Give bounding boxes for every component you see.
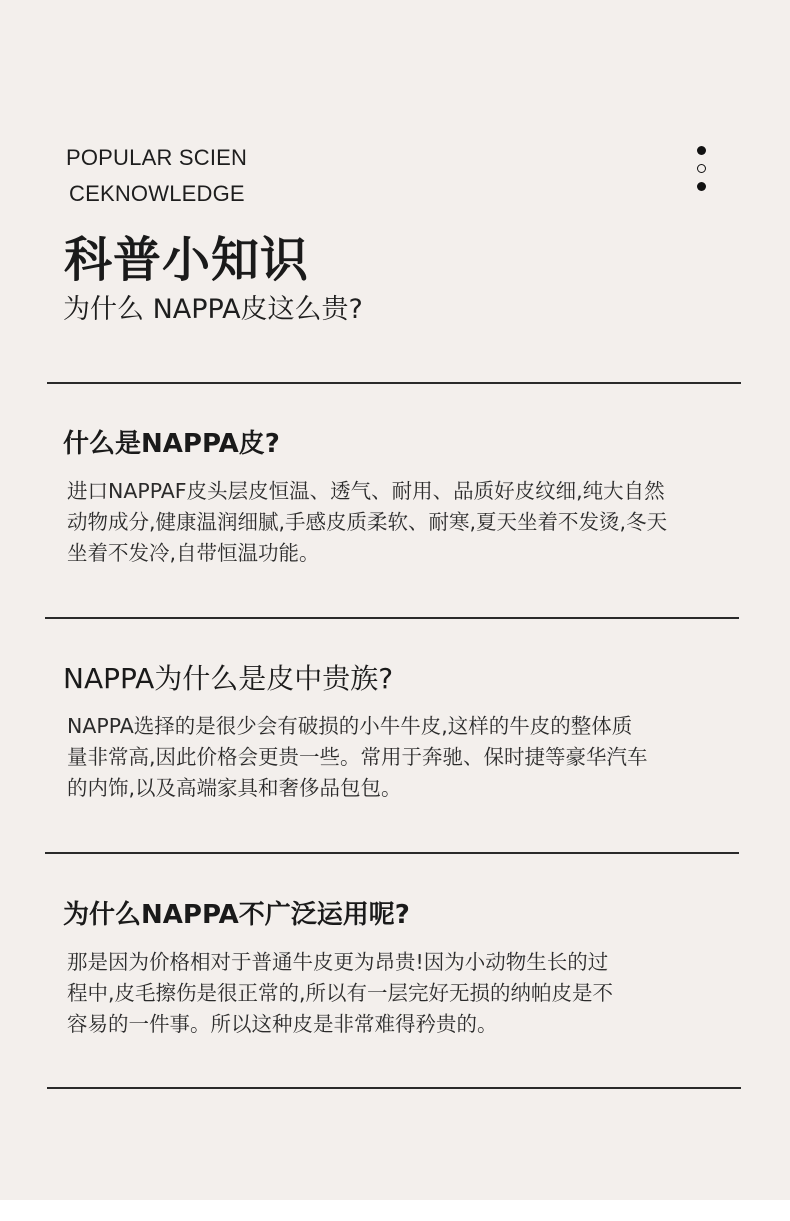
section-3-line-2: 程中,皮毛擦伤是很正常的,所以有一层完好无损的纳帕皮是不 bbox=[67, 981, 614, 1005]
section-1-title: 什么是NAPPA皮? bbox=[63, 429, 280, 459]
section-2-title: NAPPA为什么是皮中贵族? bbox=[63, 662, 394, 695]
section-2-body bbox=[67, 711, 747, 804]
divider bbox=[47, 382, 741, 384]
decorative-dots bbox=[697, 146, 707, 200]
divider bbox=[45, 852, 739, 854]
section-2-line-2: 量非常高,因此价格会更贵一些。常用于奔驰、保时捷等豪华汽车 bbox=[67, 745, 648, 769]
eyebrow-line-2: CEKNOWLEDGE bbox=[69, 181, 245, 206]
dot-hollow-icon bbox=[697, 164, 706, 173]
section-3-body bbox=[67, 947, 747, 1040]
divider bbox=[47, 1087, 741, 1089]
section-2-line-1: NAPPA选择的是很少会有破损的小牛牛皮,这样的牛皮的整体质 bbox=[67, 714, 633, 738]
eyebrow-text bbox=[66, 140, 247, 212]
section-1-line-1: 进口NAPPAF皮头层皮恒温、透气、耐用、品质好皮纹细,纯大自然 bbox=[67, 479, 665, 503]
page-subtitle: 为什么 NAPPA皮这么贵? bbox=[63, 294, 363, 325]
section-3-line-1: 那是因为价格相对于普通牛皮更为昂贵!因为小动物生长的过 bbox=[67, 950, 609, 974]
dot-filled-icon bbox=[697, 146, 706, 155]
section-2-line-3: 的内饰,以及高端家具和奢侈品包包。 bbox=[67, 776, 402, 800]
section-1-line-3: 坐着不发冷,自带恒温功能。 bbox=[67, 541, 320, 565]
dot-filled-icon bbox=[697, 182, 706, 191]
section-1-body bbox=[67, 476, 747, 569]
page-title: 科普小知识 bbox=[64, 232, 310, 288]
eyebrow-line-1: POPULAR SCIEN bbox=[66, 145, 248, 170]
section-3-line-3: 容易的一件事。所以这种皮是非常难得矜贵的。 bbox=[67, 1012, 498, 1036]
divider bbox=[45, 617, 739, 619]
section-1-line-2: 动物成分,健康温润细腻,手感皮质柔软、耐寒,夏天坐着不发烫,冬天 bbox=[67, 510, 668, 534]
section-3-title: 为什么NAPPA不广泛运用呢? bbox=[63, 900, 410, 930]
